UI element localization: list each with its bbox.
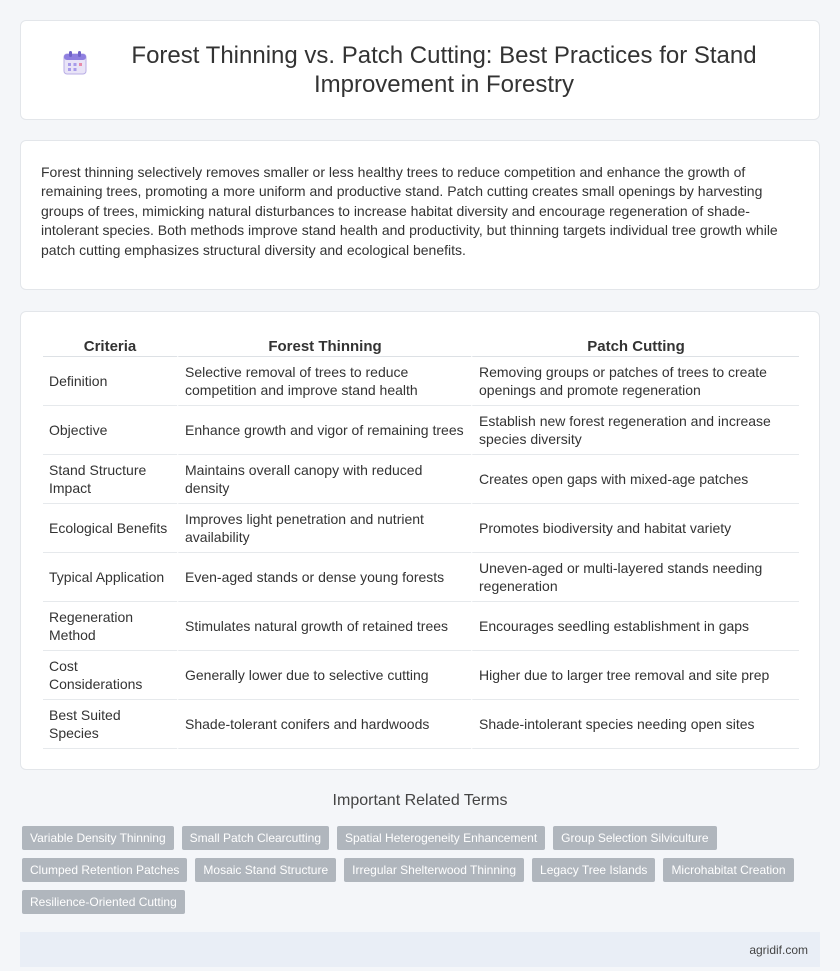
patch-cell: Shade-intolerant species needing open sites	[471, 700, 799, 749]
criteria-cell: Best Suited Species	[43, 700, 177, 749]
thinning-cell: Generally lower due to selective cutting	[177, 651, 471, 700]
patch-cell: Promotes biodiversity and habitat variety	[471, 504, 799, 553]
patch-cell: Uneven-aged or multi-layered stands needing regeneration	[471, 553, 799, 602]
header-forest-thinning: Forest Thinning	[177, 332, 471, 357]
table-row	[43, 700, 799, 749]
criteria-cell: Objective	[43, 406, 177, 455]
related-term-tag[interactable]: Legacy Tree Islands	[532, 858, 655, 882]
related-term-tag[interactable]: Small Patch Clearcutting	[182, 826, 329, 850]
criteria-cell: Ecological Benefits	[43, 504, 177, 553]
comparison-table	[43, 332, 799, 749]
footer-site-link[interactable]: agridif.com	[749, 942, 808, 957]
thinning-cell: Enhance growth and vigor of remaining trees	[177, 406, 471, 455]
patch-cell: Encourages seedling establishment in gaps	[471, 602, 799, 651]
related-term-tag[interactable]: Spatial Heterogeneity Enhancement	[337, 826, 545, 850]
thinning-cell: Stimulates natural growth of retained trees	[177, 602, 471, 651]
header-criteria: Criteria	[43, 332, 177, 357]
related-term-tag[interactable]: Irregular Shelterwood Thinning	[344, 858, 524, 882]
patch-cell: Creates open gaps with mixed-age patches	[471, 455, 799, 504]
patch-cell: Higher due to larger tree removal and site prep	[471, 651, 799, 700]
calendar-icon	[61, 49, 89, 77]
comparison-table-card	[20, 311, 820, 770]
criteria-cell: Typical Application	[43, 553, 177, 602]
related-term-tag[interactable]: Mosaic Stand Structure	[195, 858, 336, 882]
related-terms-list	[22, 826, 820, 922]
summary-card	[20, 140, 820, 290]
related-term-tag[interactable]: Variable Density Thinning	[22, 826, 174, 850]
table-row	[43, 406, 799, 455]
table-row	[43, 651, 799, 700]
patch-cell: Establish new forest regeneration and increase species diversity	[471, 406, 799, 455]
related-term-tag[interactable]: Clumped Retention Patches	[22, 858, 187, 882]
related-term-tag[interactable]: Resilience-Oriented Cutting	[22, 890, 185, 914]
table-header-row	[43, 332, 799, 357]
criteria-cell: Cost Considerations	[43, 651, 177, 700]
criteria-cell: Definition	[43, 357, 177, 406]
criteria-cell: Stand Structure Impact	[43, 455, 177, 504]
related-term-tag[interactable]: Microhabitat Creation	[663, 858, 793, 882]
thinning-cell: Improves light penetration and nutrient availability	[177, 504, 471, 553]
table-row	[43, 504, 799, 553]
related-term-tag[interactable]: Group Selection Silviculture	[553, 826, 716, 850]
thinning-cell: Selective removal of trees to reduce competition and improve stand health	[177, 357, 471, 406]
criteria-cell: Regeneration Method	[43, 602, 177, 651]
title-card	[20, 20, 820, 120]
table-row	[43, 553, 799, 602]
table-row	[43, 357, 799, 406]
thinning-cell: Maintains overall canopy with reduced density	[177, 455, 471, 504]
thinning-cell: Shade-tolerant conifers and hardwoods	[177, 700, 471, 749]
footer	[20, 932, 820, 967]
summary-text: Forest thinning selectively removes smaller or less healthy trees to reduce competition and enhance the growth of remaining trees, promoting a more uniform and productive stand. Patch cutting creates small openings by harvesting groups of trees, mimicking natural disturbances to increase habitat diversity and encourage regeneration of shade-intolerant species. Both methods improve stand health and productivity, but thinning targets individual tree growth while patch cutting emphasizes structural diversity and ecological benefits.	[41, 164, 778, 258]
page-title: Forest Thinning vs. Patch Cutting: Best Practices for Stand Improvement in Forestry	[131, 42, 757, 98]
title-wrap	[61, 41, 779, 99]
table-row	[43, 602, 799, 651]
thinning-cell: Even-aged stands or dense young forests	[177, 553, 471, 602]
table-row	[43, 455, 799, 504]
related-terms-title: Important Related Terms	[332, 792, 508, 809]
header-patch-cutting: Patch Cutting	[471, 332, 799, 357]
patch-cell: Removing groups or patches of trees to create openings and promote regeneration	[471, 357, 799, 406]
